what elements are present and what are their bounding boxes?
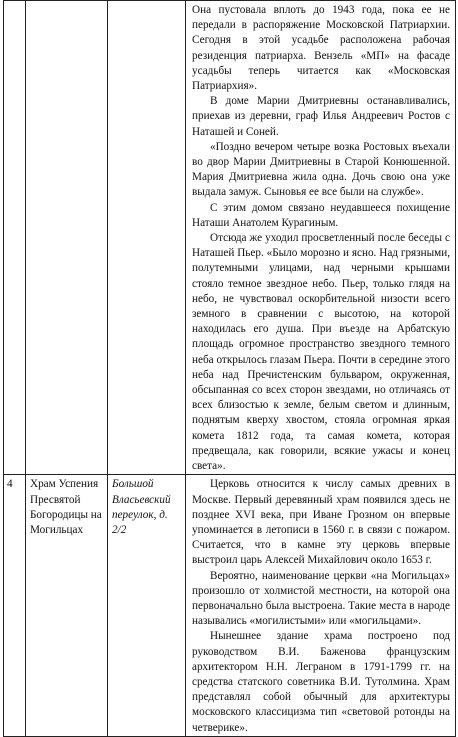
number-cell <box>4 1 26 475</box>
document-page <box>3 0 455 734</box>
object-name: Храм Успения Пресвятой Богородицы на Могильцах <box>30 478 102 536</box>
object-address: Большой Власьевский переулок, д. 2/2 <box>112 478 171 536</box>
description-text <box>186 475 455 735</box>
paragraph: Отсюда же уходил просветленный после беседы с Наташей Пьер. «Было морозно и ясно. Над грязными, полутемными улицами, над черными крышами стояло темное звездное небо. Пьер, только глядя на небо, не чувствовал оскорбительной низости всего земного в сравнении с высотою, на которой находилась его душа. При въезде на Арбатскую площадь огромное пространство звездного темного неба открылось глазам Пьера. Почти в середине этого неба над Пречистенским бульваром, окруженная, обсыпанная со всех сторон звездами, но отличаясь от всех близостью к земле, белым светом и длинным, поднятым кверху хвостом, стояла огромная яркая комета 1812 года, та самая комета, которая предвещала, как говорили, всякие ужасы и конец света». <box>192 232 450 473</box>
paragraph: Вероятно, наименование церкви «на Могильцах» произошло от холмистой местности, на которой она первоначально была выстроена. Такие места в народе назывались «могилистыми» или «могильцами». <box>192 569 450 628</box>
description-cell <box>186 1 456 475</box>
paragraph: С этим домом связано неудавшееся похищение Наташи Анатолем Курагиным. <box>192 201 450 229</box>
table-row-continued <box>4 1 456 475</box>
name-cell <box>26 475 108 736</box>
paragraph: В доме Марии Дмитриевны останавливались, приехав из деревни, граф Илья Андреевич Ростов с Наташей и Соней. <box>192 95 450 138</box>
places-table <box>3 0 456 737</box>
name-cell <box>26 1 108 475</box>
description-text <box>186 1 455 474</box>
number-cell <box>4 475 26 736</box>
row-number: 4 <box>7 478 13 491</box>
description-cell <box>186 475 456 736</box>
address-cell <box>108 475 186 736</box>
address-cell <box>108 1 186 475</box>
paragraph: Она пустовала вплоть до 1943 года, пока ее не передали в распоряжение Московской Патриархии. Сегодня в этой усадьбе расположена рабочая резиденция патриарха. Вензель «МП» на фасаде усадьбы теперь читается как «Московская Патриархия». <box>192 4 450 93</box>
paragraph: Церковь относится к числу самых древних в Москве. Первый деревянный храм появился здесь не позднее XVI века, при Иване Грозном он впервые упоминается в летописи в 1560 г. в связи с пожаром. Считается, что в камне эту церковь впервые выстроил царь Алексей Михайлович около 1653 г. <box>192 478 450 567</box>
paragraph: Нынешнее здание храма построено под руководством В.И. Баженова французским архитектором Н.Н. Леграном в 1791-1799 гг. на средства статского советника В.И. Тутолмина. Храм представлял собой обычный для архитектуры московского классицизма тип «световой ротонды на четверике». <box>192 630 450 734</box>
paragraph: «Поздно вечером четыре возка Ростовых въехали во двор Марии Дмитриевны в Старой Конюшенной. Мария Дмитриевна жила одна. Дочь свою она уже выдала замуж. Сыновья ее все были на службе». <box>192 140 450 199</box>
table-row-4 <box>4 475 456 736</box>
